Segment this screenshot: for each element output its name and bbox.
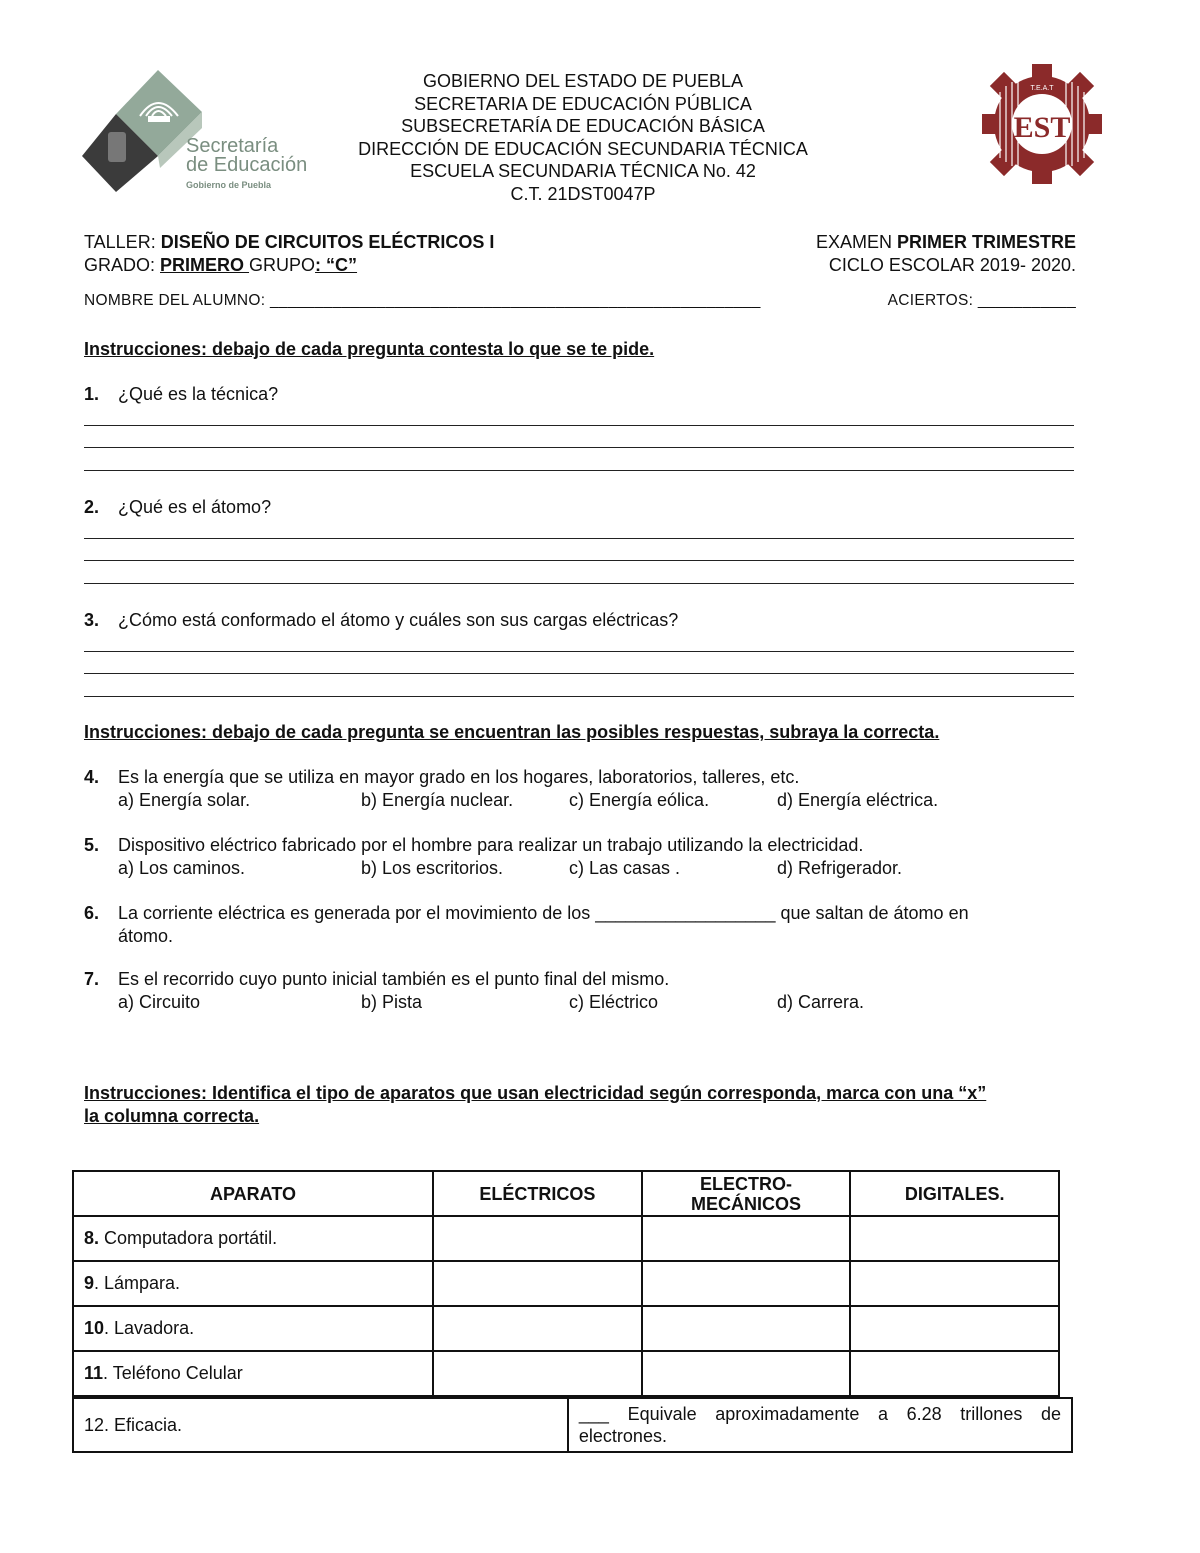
col-header-digitales: DIGITALES.	[850, 1171, 1059, 1216]
option[interactable]: c) Eléctrico	[569, 992, 659, 1012]
table-row	[73, 1306, 1059, 1351]
instructions-open: Instrucciones: debajo de cada pregunta contesta lo que se te pide.	[84, 339, 655, 359]
match-definition[interactable]: ___ Equivale aproximadamente a 6.28 trillones de electrones.	[568, 1398, 1072, 1452]
check-cell[interactable]	[642, 1261, 851, 1306]
svg-text:EST: EST	[1013, 111, 1071, 144]
svg-text:T.E.A.T: T.E.A.T	[1030, 85, 1054, 92]
examen-info: EXAMEN PRIMER TRIMESTRE	[815, 232, 1076, 252]
option[interactable]: a) Los caminos.	[118, 858, 246, 878]
svg-text:Secretaría: Secretaría	[186, 135, 279, 157]
question-6: 6. La corriente eléctrica es generada por el movimiento de los __________________ que saltan de átomo en	[84, 903, 969, 923]
question-4: 4. Es la energía que se utiliza en mayor grado en los hogares, laboratorios, talleres, etc.	[84, 767, 800, 787]
escuela-tecnica-gear-logo	[978, 62, 1106, 184]
grado-label: GRADO:	[84, 255, 161, 275]
answer-line[interactable]	[84, 696, 1074, 697]
grado-row	[84, 254, 1076, 276]
option[interactable]: b) Energía nuclear.	[361, 790, 514, 810]
aciertos-field[interactable]: ___________	[977, 292, 1076, 309]
check-cell[interactable]	[850, 1306, 1059, 1351]
aparato-cell: 11. Teléfono Celular	[73, 1351, 433, 1396]
check-cell[interactable]	[433, 1261, 642, 1306]
taller-row	[84, 231, 1076, 253]
option[interactable]: c) Energía eólica.	[569, 790, 710, 810]
grupo-label: GRUPO	[249, 255, 316, 275]
nombre-field[interactable]: _______________________________________________________	[270, 292, 761, 309]
question-3: 3. ¿Cómo está conformado el átomo y cuáles son sus cargas eléctricas?	[84, 610, 679, 630]
aparato-cell: 9. Lámpara.	[73, 1261, 433, 1306]
answer-line[interactable]	[84, 425, 1074, 426]
answer-line[interactable]	[84, 583, 1074, 584]
aciertos: ACIERTOS: ___________	[887, 292, 1076, 309]
check-cell[interactable]	[433, 1351, 642, 1396]
nombre-row	[84, 292, 1076, 310]
table-row	[73, 1351, 1059, 1396]
check-cell[interactable]	[850, 1351, 1059, 1396]
instructions-multiple-choice: Instrucciones: debajo de cada pregunta se encuentran las posibles respuestas, subraya la correcta.	[84, 722, 940, 742]
svg-text:de Educación: de Educación	[186, 154, 308, 176]
check-cell[interactable]	[433, 1306, 642, 1351]
question-2: 2. ¿Qué es el átomo?	[84, 497, 272, 517]
header-line: SUBSECRETARÍA DE EDUCACIÓN BÁSICA	[401, 116, 765, 137]
option[interactable]: b) Los escritorios.	[361, 858, 504, 878]
taller-value: DISEÑO DE CIRCUITOS ELÉCTRICOS I	[160, 232, 495, 252]
answer-line[interactable]	[84, 651, 1074, 652]
instructions-table: Instrucciones: Identifica el tipo de aparatos que usan electricidad según corresponda, marca con una “x” la columna correcta.	[84, 1083, 987, 1126]
header-line: C.T. 21DST0047P	[510, 183, 656, 204]
appliance-table	[72, 1170, 1060, 1397]
table-row	[73, 1398, 1072, 1452]
question-7: 7. Es el recorrido cuyo punto inicial también es el punto final del mismo.	[84, 969, 670, 989]
check-cell[interactable]	[850, 1261, 1059, 1306]
options-5	[118, 857, 1078, 880]
table-header-row	[73, 1171, 1059, 1216]
table-row	[73, 1261, 1059, 1306]
match-term: 12. Eficacia.	[73, 1398, 568, 1452]
grado-value: PRIMERO	[160, 255, 250, 275]
option[interactable]: d) Refrigerador.	[777, 858, 903, 878]
taller-label: TALLER:	[84, 232, 161, 252]
aparato-cell: 8. Computadora portátil.	[73, 1216, 433, 1261]
header-line: GOBIERNO DEL ESTADO DE PUEBLA	[422, 71, 744, 91]
check-cell[interactable]	[642, 1216, 851, 1261]
options-4	[118, 789, 1078, 812]
check-cell[interactable]	[850, 1216, 1059, 1261]
svg-text:Gobierno de Puebla: Gobierno de Puebla	[186, 180, 272, 190]
institution-header	[300, 70, 866, 206]
question-6-cont: átomo.	[118, 926, 174, 946]
header-line: SECRETARIA DE EDUCACIÓN PÚBLICA	[414, 93, 752, 114]
answer-line[interactable]	[84, 538, 1074, 539]
option[interactable]: a) Circuito	[118, 992, 201, 1012]
ciclo-escolar: CICLO ESCOLAR 2019- 2020.	[828, 255, 1076, 275]
col-header-electricos: ELÉCTRICOS	[433, 1171, 642, 1216]
answer-line[interactable]	[84, 447, 1074, 448]
option[interactable]: c) Las casas .	[569, 858, 681, 878]
grupo-value: : “C”	[315, 255, 358, 275]
question-1: 1. ¿Qué es la técnica?	[84, 384, 279, 404]
aparato-cell: 10. Lavadora.	[73, 1306, 433, 1351]
option[interactable]: d) Energía eléctrica.	[777, 790, 939, 810]
question-5: 5. Dispositivo eléctrico fabricado por el hombre para realizar un trabajo utilizando la electricidad.	[84, 835, 864, 855]
matching-table	[72, 1397, 1073, 1453]
check-cell[interactable]	[433, 1216, 642, 1261]
secretaria-educacion-logo	[80, 68, 315, 193]
header-line: ESCUELA SECUNDARIA TÉCNICA No. 42	[410, 161, 756, 182]
answer-line[interactable]	[84, 673, 1074, 674]
answer-line[interactable]	[84, 560, 1074, 561]
nombre-label: NOMBRE DEL ALUMNO:	[84, 292, 270, 309]
check-cell[interactable]	[642, 1351, 851, 1396]
option[interactable]: b) Pista	[361, 992, 423, 1012]
table-row	[73, 1216, 1059, 1261]
option[interactable]: d) Carrera.	[777, 992, 865, 1012]
header-line: DIRECCIÓN DE EDUCACIÓN SECUNDARIA TÉCNICA	[358, 138, 808, 159]
col-header-aparato: APARATO	[73, 1171, 433, 1216]
option[interactable]: a) Energía solar.	[118, 790, 251, 810]
answer-line[interactable]	[84, 470, 1074, 471]
options-7	[118, 991, 1078, 1014]
check-cell[interactable]	[642, 1306, 851, 1351]
col-header-electromecanicos: ELECTRO- MECÁNICOS	[642, 1171, 851, 1216]
